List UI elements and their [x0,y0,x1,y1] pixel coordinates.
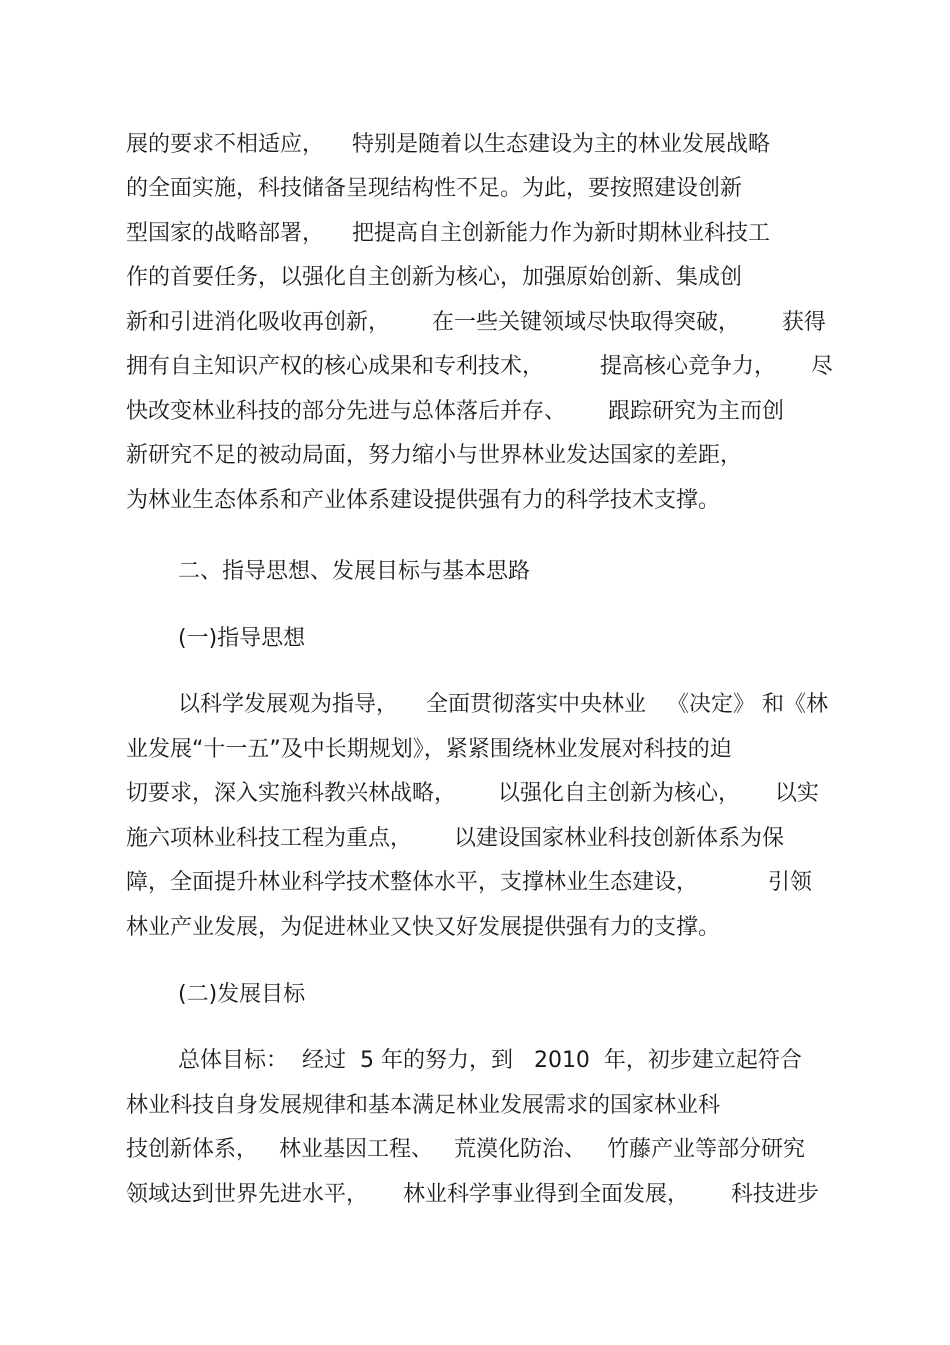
text-line: 切要求，深入实施科教兴林战略， 以强化自主创新为核心， 以实 [126,781,819,806]
text-line: 障，全面提升林业科学技术整体水平，支撑林业生态建设， 引领 [126,870,812,895]
text-line: 新和引进消化吸收再创新， 在一些关键领域尽快取得突破， 获得 [126,310,826,335]
text-line: 林业科技自身发展规律和基本满足林业发展需求的国家林业科 [126,1093,721,1118]
section-heading: 二、指导思想、发展目标与基本思路 [178,559,531,584]
text-line: 业发展“十一五”及中长期规划》，紧紧围绕林业发展对科技的迫 [126,737,732,762]
text-line: 技创新体系， 林业基因工程、 荒漠化防治、 竹藤产业等部分研究 [126,1137,805,1162]
text-line: 领域达到世界先进水平， 林业科学事业得到全面发展， 科技进步 [126,1182,819,1207]
text-line: 作的首要任务，以强化自主创新为核心，加强原始创新、集成创 [126,265,743,290]
text-line: 的全面实施，科技储备呈现结构性不足。为此，要按照建设创新 [126,176,743,201]
text-line: 拥有自主知识产权的核心成果和专利技术， 提高核心竞争力， 尽 [126,354,833,379]
text-line: 林业产业发展，为促进林业又快又好发展提供强有力的支撑。 [126,915,721,940]
text-line: 以科学发展观为指导， 全面贯彻落实中央林业 《决定》 和《林 [178,692,828,717]
text-line: 型国家的战略部署， 把提高自主创新能力作为新时期林业科技工 [126,221,770,246]
text-line: 总体目标： 经过 5 年的努力，到 2010 年，初步建立起符合 [178,1048,802,1073]
subsection-heading: (一)指导思想 [178,626,306,651]
subsection-heading: (二)发展目标 [178,982,306,1007]
text-line: 为林业生态体系和产业体系建设提供强有力的科学技术支撑。 [126,488,721,513]
text-line: 展的要求不相适应， 特别是随着以生态建设为主的林业发展战略 [126,132,770,157]
text-line: 快改变林业科技的部分先进与总体落后并存、 跟踪研究为主而创 [126,399,784,424]
text-line: 施六项林业科技工程为重点， 以建设国家林业科技创新体系为保 [126,826,784,851]
text-line: 新研究不足的被动局面，努力缩小与世界林业发达国家的差距， [126,443,743,468]
